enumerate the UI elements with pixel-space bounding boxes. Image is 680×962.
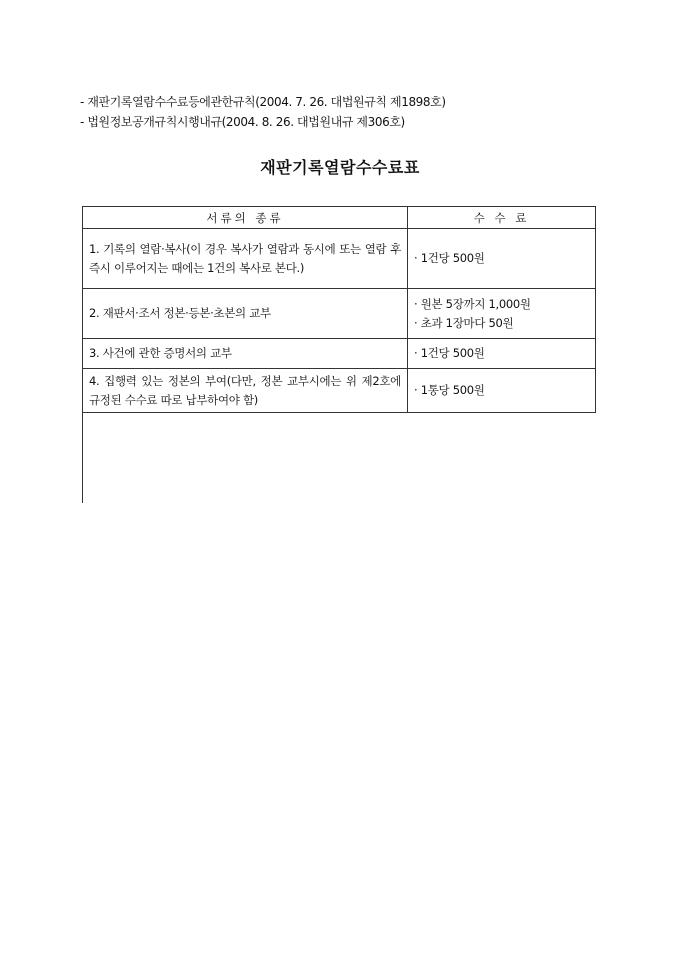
document-title: 재판기록열람수수료표	[260, 158, 420, 177]
fee-line: · 1건당 500원	[414, 346, 485, 360]
fee-line: · 초과 1장마다 50원	[414, 315, 514, 330]
legal-references	[80, 92, 446, 132]
document-type-cell: 3. 사건에 관한 증명서의 교부	[83, 339, 408, 369]
table-left-border-extension	[82, 412, 83, 503]
table-row	[83, 229, 596, 289]
header-fee: 수 수 료	[408, 207, 596, 229]
document-type-cell: 1. 기록의 열람·복사(이 경우 복사가 열람과 동시에 또는 열람 후 즉시 이루어지는 때에는 1건의 복사로 본다.)	[83, 229, 408, 289]
table-header-row	[83, 207, 596, 229]
fee-cell	[408, 289, 596, 339]
fee-cell	[408, 339, 596, 369]
fee-line: · 원본 5장까지 1,000원	[414, 296, 531, 311]
reference-line: - 법원정보공개규칙시행내규(2004. 8. 26. 대법원내규 제306호)	[80, 115, 405, 129]
fee-line: · 1건당 500원	[414, 251, 485, 265]
fee-line: · 1통당 500원	[414, 383, 485, 397]
header-document-type: 서류의 종류	[83, 207, 408, 229]
table-row	[83, 289, 596, 339]
table-row	[83, 339, 596, 369]
fee-cell	[408, 229, 596, 289]
document-type-cell: 4. 집행력 있는 정본의 부여(다만, 정본 교부시에는 위 제2호에 규정된 수수료 따로 납부하여야 함)	[83, 369, 408, 413]
table-row	[83, 369, 596, 413]
fee-table	[82, 206, 596, 413]
fee-cell	[408, 369, 596, 413]
document-type-cell: 2. 재판서·조서 정본·등본·초본의 교부	[83, 289, 408, 339]
reference-line: - 재판기록열람수수료등에관한규칙(2004. 7. 26. 대법원규칙 제1898호)	[80, 95, 446, 109]
